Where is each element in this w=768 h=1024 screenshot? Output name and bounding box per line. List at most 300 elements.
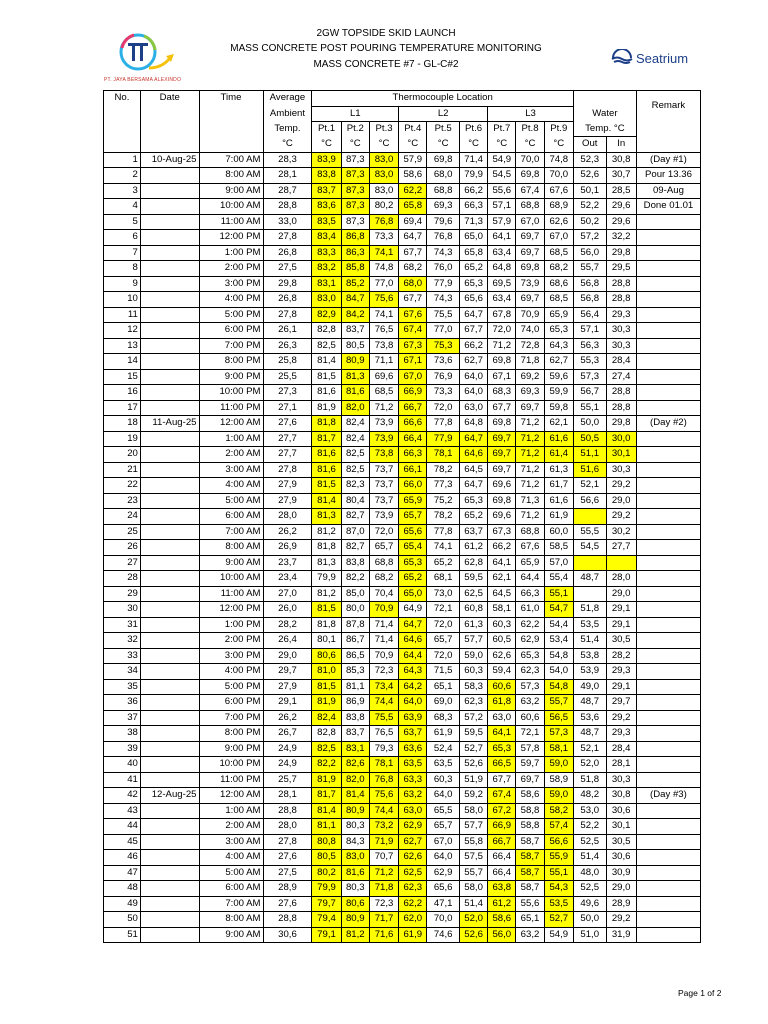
row-pt3: 74,1	[369, 307, 398, 323]
row-pt3: 71,4	[369, 633, 398, 649]
row-time: 7:00 AM	[199, 896, 263, 912]
col-no: No.	[104, 91, 141, 153]
row-avg-temp: 27,5	[263, 865, 312, 881]
row-time: 12:00 AM	[199, 416, 263, 432]
row-pt4: 65,2	[399, 571, 427, 587]
row-water-out: 56,8	[573, 292, 606, 308]
row-pt5: 74,3	[427, 245, 460, 261]
row-water-in: 29,7	[606, 695, 636, 711]
row-pt5: 76,0	[427, 261, 460, 277]
row-pt9: 54,0	[544, 664, 573, 680]
row-time: 6:00 PM	[199, 695, 263, 711]
table-row	[104, 354, 701, 370]
row-avg-temp: 27,6	[263, 896, 312, 912]
row-pt9: 59,8	[544, 400, 573, 416]
col-water-in: In	[606, 137, 636, 153]
row-pt7: 67,1	[488, 369, 516, 385]
row-pt2: 85,8	[341, 261, 369, 277]
row-water-out: 56,6	[573, 493, 606, 509]
row-pt1: 81,8	[312, 416, 341, 432]
table-row	[104, 400, 701, 416]
row-avg-temp: 27,6	[263, 850, 312, 866]
row-pt5: 69,8	[427, 152, 460, 168]
row-water-in	[606, 555, 636, 571]
row-pt8: 69,8	[516, 261, 544, 277]
row-date	[140, 586, 199, 602]
row-date	[140, 664, 199, 680]
row-pt1: 82,5	[312, 338, 341, 354]
row-pt1: 82,4	[312, 710, 341, 726]
table-row	[104, 338, 701, 354]
row-water-out: 51,1	[573, 447, 606, 463]
row-pt2: 81,1	[341, 679, 369, 695]
row-pt9: 68,9	[544, 199, 573, 215]
row-pt1: 81,5	[312, 478, 341, 494]
row-pt1: 82,9	[312, 307, 341, 323]
row-date	[140, 912, 199, 928]
table-row	[104, 323, 701, 339]
row-pt9: 57,0	[544, 555, 573, 571]
row-pt3: 78,1	[369, 757, 398, 773]
row-avg-temp: 28,3	[263, 152, 312, 168]
row-pt9: 57,3	[544, 726, 573, 742]
row-no: 18	[104, 416, 141, 432]
row-pt3: 72,3	[369, 896, 398, 912]
row-pt7: 66,2	[488, 540, 516, 556]
row-pt3: 68,5	[369, 385, 398, 401]
row-avg-temp: 27,9	[263, 493, 312, 509]
row-pt3: 71,9	[369, 834, 398, 850]
row-no: 21	[104, 462, 141, 478]
row-pt4: 58,6	[399, 168, 427, 184]
row-pt4: 62,6	[399, 850, 427, 866]
row-pt7: 68,3	[488, 385, 516, 401]
row-pt5: 65,7	[427, 633, 460, 649]
col-pt9: Pt.9	[544, 122, 573, 137]
row-water-out: 53,5	[573, 617, 606, 633]
row-pt7: 58,1	[488, 602, 516, 618]
table-row	[104, 819, 701, 835]
row-pt4: 68,2	[399, 261, 427, 277]
title-line-2: MASS CONCRETE POST POURING TEMPERATURE MONITORING	[230, 43, 542, 55]
row-date	[140, 214, 199, 230]
row-water-in: 30,3	[606, 772, 636, 788]
row-time: 9:00 AM	[199, 183, 263, 199]
row-pt6: 64,0	[459, 385, 487, 401]
row-time: 6:00 PM	[199, 323, 263, 339]
row-pt6: 65,8	[459, 245, 487, 261]
row-pt2: 81,2	[341, 927, 369, 943]
row-date	[140, 540, 199, 556]
row-pt1: 82,5	[312, 741, 341, 757]
row-pt1: 79,9	[312, 881, 341, 897]
row-pt3: 71,8	[369, 881, 398, 897]
row-pt2: 80,5	[341, 338, 369, 354]
row-avg-temp: 28,9	[263, 881, 312, 897]
row-pt9: 55,1	[544, 865, 573, 881]
row-water-in: 28,8	[606, 292, 636, 308]
row-pt2: 83,8	[341, 555, 369, 571]
row-water-in: 29,0	[606, 586, 636, 602]
table-row	[104, 664, 701, 680]
row-pt4: 64,7	[399, 617, 427, 633]
row-pt8: 71,2	[516, 509, 544, 525]
row-time: 1:00 PM	[199, 617, 263, 633]
row-remark	[636, 803, 700, 819]
row-water-in: 28,1	[606, 757, 636, 773]
col-date: Date	[140, 91, 199, 153]
row-time: 12:00 AM	[199, 788, 263, 804]
row-pt9: 56,5	[544, 710, 573, 726]
row-date	[140, 369, 199, 385]
row-no: 40	[104, 757, 141, 773]
row-remark	[636, 881, 700, 897]
row-water-in: 30,9	[606, 865, 636, 881]
row-pt5: 77,9	[427, 431, 460, 447]
row-no: 33	[104, 648, 141, 664]
row-time: 2:00 AM	[199, 819, 263, 835]
row-water-out: 55,5	[573, 524, 606, 540]
row-pt4: 68,0	[399, 276, 427, 292]
row-no: 50	[104, 912, 141, 928]
row-pt2: 80,3	[341, 881, 369, 897]
row-pt7: 63,4	[488, 245, 516, 261]
row-pt1: 79,1	[312, 927, 341, 943]
row-no: 7	[104, 245, 141, 261]
row-pt6: 61,3	[459, 617, 487, 633]
table-row	[104, 803, 701, 819]
row-time: 6:00 AM	[199, 881, 263, 897]
row-remark	[636, 369, 700, 385]
row-pt1: 81,1	[312, 819, 341, 835]
table-row	[104, 741, 701, 757]
row-water-out: 50,0	[573, 416, 606, 432]
row-pt1: 79,4	[312, 912, 341, 928]
row-pt2: 82,5	[341, 462, 369, 478]
row-pt3: 73,7	[369, 478, 398, 494]
col-unit: °C	[341, 137, 369, 153]
row-pt4: 65,0	[399, 586, 427, 602]
row-no: 15	[104, 369, 141, 385]
row-pt3: 71,6	[369, 927, 398, 943]
row-pt8: 58,8	[516, 819, 544, 835]
row-pt5: 67,0	[427, 834, 460, 850]
row-pt6: 63,7	[459, 524, 487, 540]
row-pt6: 60,3	[459, 664, 487, 680]
row-pt4: 63,5	[399, 757, 427, 773]
row-date	[140, 168, 199, 184]
row-pt9: 54,4	[544, 617, 573, 633]
row-date	[140, 757, 199, 773]
row-water-out: 52,5	[573, 834, 606, 850]
row-pt5: 68,3	[427, 710, 460, 726]
row-pt4: 64,7	[399, 230, 427, 246]
row-pt4: 62,3	[399, 881, 427, 897]
table-row	[104, 633, 701, 649]
row-water-out: 57,2	[573, 230, 606, 246]
table-header	[104, 91, 701, 153]
col-water-line1: Water	[573, 106, 636, 122]
row-date	[140, 493, 199, 509]
row-no: 26	[104, 540, 141, 556]
row-pt1: 81,0	[312, 664, 341, 680]
row-pt7: 57,9	[488, 214, 516, 230]
row-pt6: 58,0	[459, 803, 487, 819]
row-remark	[636, 292, 700, 308]
row-no: 8	[104, 261, 141, 277]
row-pt3: 65,7	[369, 540, 398, 556]
row-pt2: 87,3	[341, 214, 369, 230]
row-time: 3:00 PM	[199, 276, 263, 292]
row-pt3: 74,8	[369, 261, 398, 277]
row-pt9: 68,5	[544, 245, 573, 261]
row-pt2: 83,0	[341, 850, 369, 866]
row-pt9: 55,4	[544, 571, 573, 587]
row-date	[140, 927, 199, 943]
row-no: 41	[104, 772, 141, 788]
row-pt9: 53,5	[544, 896, 573, 912]
row-pt2: 82,6	[341, 757, 369, 773]
row-pt6: 66,2	[459, 338, 487, 354]
row-water-out: 53,8	[573, 648, 606, 664]
row-pt3: 68,2	[369, 571, 398, 587]
row-water-out: 52,1	[573, 478, 606, 494]
row-remark	[636, 571, 700, 587]
row-pt3: 80,2	[369, 199, 398, 215]
row-pt7: 69,7	[488, 462, 516, 478]
row-pt4: 66,3	[399, 447, 427, 463]
row-remark	[636, 540, 700, 556]
row-pt7: 66,7	[488, 834, 516, 850]
table-row	[104, 478, 701, 494]
row-date	[140, 524, 199, 540]
row-time: 8:00 AM	[199, 168, 263, 184]
row-date	[140, 509, 199, 525]
col-avg-line3: Temp.	[263, 122, 312, 137]
row-pt9: 54,8	[544, 679, 573, 695]
row-pt5: 75,3	[427, 338, 460, 354]
row-avg-temp: 28,7	[263, 183, 312, 199]
row-pt4: 67,3	[399, 338, 427, 354]
row-pt6: 65,2	[459, 509, 487, 525]
row-pt2: 82,5	[341, 447, 369, 463]
row-avg-temp: 26,0	[263, 602, 312, 618]
row-pt7: 71,2	[488, 338, 516, 354]
row-avg-temp: 27,8	[263, 307, 312, 323]
row-pt4: 67,7	[399, 292, 427, 308]
row-pt2: 82,0	[341, 772, 369, 788]
row-pt2: 82,4	[341, 431, 369, 447]
row-remark	[636, 555, 700, 571]
table-row	[104, 214, 701, 230]
row-remark	[636, 214, 700, 230]
row-pt9: 55,7	[544, 695, 573, 711]
row-no: 31	[104, 617, 141, 633]
table-row	[104, 276, 701, 292]
row-pt2: 83,1	[341, 741, 369, 757]
row-pt4: 63,3	[399, 772, 427, 788]
row-pt4: 62,9	[399, 819, 427, 835]
row-pt9: 62,6	[544, 214, 573, 230]
row-remark	[636, 819, 700, 835]
row-time: 11:00 AM	[199, 586, 263, 602]
row-no: 3	[104, 183, 141, 199]
row-pt5: 61,9	[427, 726, 460, 742]
row-remark	[636, 493, 700, 509]
row-time: 5:00 PM	[199, 679, 263, 695]
row-avg-temp: 25,5	[263, 369, 312, 385]
row-water-out	[573, 586, 606, 602]
row-remark	[636, 586, 700, 602]
row-pt5: 75,2	[427, 493, 460, 509]
row-no: 47	[104, 865, 141, 881]
document-title	[200, 26, 572, 72]
row-water-out: 49,0	[573, 679, 606, 695]
row-pt8: 73,9	[516, 276, 544, 292]
row-remark	[636, 245, 700, 261]
row-no: 39	[104, 741, 141, 757]
table-row	[104, 261, 701, 277]
row-pt2: 84,7	[341, 292, 369, 308]
row-pt5: 69,3	[427, 199, 460, 215]
row-pt6: 71,3	[459, 214, 487, 230]
row-pt9: 61,4	[544, 447, 573, 463]
row-pt7: 64,1	[488, 555, 516, 571]
row-pt5: 74,1	[427, 540, 460, 556]
row-date	[140, 385, 199, 401]
row-pt2: 82,7	[341, 540, 369, 556]
row-avg-temp: 29,1	[263, 695, 312, 711]
row-water-in: 30,3	[606, 338, 636, 354]
row-pt6: 62,3	[459, 695, 487, 711]
row-pt1: 81,2	[312, 524, 341, 540]
row-avg-temp: 28,8	[263, 803, 312, 819]
row-time: 4:00 AM	[199, 850, 263, 866]
row-pt3: 73,3	[369, 230, 398, 246]
row-date	[140, 896, 199, 912]
table-row	[104, 509, 701, 525]
table-row	[104, 555, 701, 571]
row-pt7: 58,6	[488, 912, 516, 928]
row-pt6: 64,7	[459, 478, 487, 494]
table-row	[104, 245, 701, 261]
row-pt2: 82,4	[341, 416, 369, 432]
row-date	[140, 447, 199, 463]
row-pt3: 74,4	[369, 695, 398, 711]
row-no: 13	[104, 338, 141, 354]
row-date	[140, 555, 199, 571]
col-unit: °C	[369, 137, 398, 153]
row-pt9: 65,9	[544, 307, 573, 323]
row-date	[140, 199, 199, 215]
row-remark	[636, 648, 700, 664]
row-water-out: 52,6	[573, 168, 606, 184]
row-pt4: 62,0	[399, 912, 427, 928]
row-remark	[636, 834, 700, 850]
row-date	[140, 478, 199, 494]
row-pt4: 65,3	[399, 555, 427, 571]
row-water-in: 30,8	[606, 788, 636, 804]
row-pt5: 74,6	[427, 927, 460, 943]
row-remark	[636, 726, 700, 742]
row-avg-temp: 28,0	[263, 509, 312, 525]
row-date	[140, 881, 199, 897]
table-row	[104, 540, 701, 556]
row-time: 10:00 PM	[199, 385, 263, 401]
row-date	[140, 741, 199, 757]
row-remark	[636, 509, 700, 525]
row-water-out: 52,1	[573, 741, 606, 757]
row-time: 9:00 AM	[199, 927, 263, 943]
row-pt6: 59,5	[459, 571, 487, 587]
row-pt9: 53,4	[544, 633, 573, 649]
row-pt9: 59,0	[544, 788, 573, 804]
row-avg-temp: 27,3	[263, 385, 312, 401]
row-pt4: 66,9	[399, 385, 427, 401]
row-time: 5:00 AM	[199, 493, 263, 509]
row-remark: (Day #1)	[636, 152, 700, 168]
row-avg-temp: 28,1	[263, 788, 312, 804]
row-no: 46	[104, 850, 141, 866]
row-pt2: 80,0	[341, 602, 369, 618]
row-water-in: 28,0	[606, 571, 636, 587]
row-pt9: 58,5	[544, 540, 573, 556]
row-pt3: 83,0	[369, 183, 398, 199]
row-no: 12	[104, 323, 141, 339]
row-water-in: 28,9	[606, 896, 636, 912]
row-water-in: 29,8	[606, 245, 636, 261]
row-pt7: 57,1	[488, 199, 516, 215]
row-pt1: 81,7	[312, 788, 341, 804]
row-pt4: 61,9	[399, 927, 427, 943]
row-pt2: 85,2	[341, 276, 369, 292]
row-date	[140, 354, 199, 370]
table-body	[104, 152, 701, 943]
row-pt2: 85,0	[341, 586, 369, 602]
row-no: 35	[104, 679, 141, 695]
row-water-in: 29,1	[606, 679, 636, 695]
row-pt6: 71,4	[459, 152, 487, 168]
row-pt4: 63,7	[399, 726, 427, 742]
row-time: 1:00 AM	[199, 431, 263, 447]
row-pt3: 77,0	[369, 276, 398, 292]
table-row	[104, 865, 701, 881]
row-time: 12:00 PM	[199, 602, 263, 618]
table-row	[104, 571, 701, 587]
row-water-out: 54,5	[573, 540, 606, 556]
row-avg-temp: 25,7	[263, 772, 312, 788]
row-pt5: 72,1	[427, 602, 460, 618]
row-pt3: 73,8	[369, 447, 398, 463]
row-remark	[636, 617, 700, 633]
row-water-in: 29,3	[606, 307, 636, 323]
row-pt1: 79,9	[312, 571, 341, 587]
row-pt2: 80,9	[341, 354, 369, 370]
row-water-out: 51,8	[573, 772, 606, 788]
row-pt7: 61,2	[488, 896, 516, 912]
row-pt5: 77,8	[427, 416, 460, 432]
row-no: 2	[104, 168, 141, 184]
row-pt5: 78,2	[427, 509, 460, 525]
row-pt9: 62,1	[544, 416, 573, 432]
row-no: 24	[104, 509, 141, 525]
row-pt7: 62,1	[488, 571, 516, 587]
row-pt5: 52,4	[427, 741, 460, 757]
row-time: 7:00 AM	[199, 152, 263, 168]
row-pt6: 57,2	[459, 710, 487, 726]
row-pt8: 69,7	[516, 400, 544, 416]
row-pt2: 86,5	[341, 648, 369, 664]
